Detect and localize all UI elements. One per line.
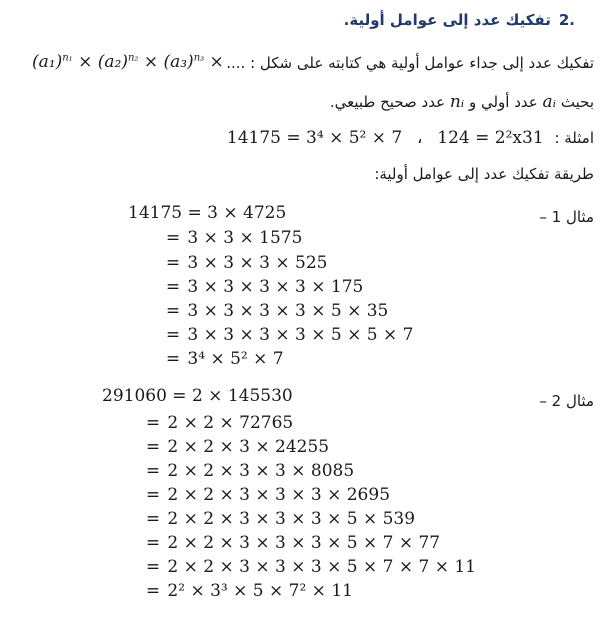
times-sign: × [78,52,93,72]
examples-separator: ، [417,128,423,148]
variable-ni: nᵢ [449,92,465,112]
times-sign: × [143,52,159,72]
condition-prefix: بحيث [560,93,594,111]
definition-text [226,54,594,72]
example2-step: = 2 × 2 × 3 × 3 × 3 × 5 × 7 × 7 × 11 [145,557,476,577]
factor-a1: (a₁) [32,52,63,72]
example1-result: = 3⁴ × 5² × 7 [165,349,284,369]
example1-label: مثال 1 – [539,208,594,226]
section-number: 2. [558,11,575,29]
exponent-n2: n₂ [127,52,139,64]
example1-step: = 3 × 3 × 3 × 3 × 5 × 35 [165,301,389,321]
example1-step: = 3 × 3 × 3 × 3 × 5 × 5 × 7 [165,325,414,345]
example2-step: = 2 × 2 × 3 × 3 × 3 × 5 × 7 × 77 [145,533,441,553]
examples-label: امثلة : [554,129,594,147]
example2-label: مثال 2 – [539,392,594,410]
example2-step: = 2 × 2 × 3 × 24255 [145,437,330,457]
example1-step: = 3 × 3 × 1575 [165,228,303,248]
examples-line [227,128,594,148]
definition-formula [32,52,224,72]
example1-first-line: 14175 = 3 × 4725 [128,203,287,223]
example-124: 124 = 2²x31 [437,128,544,148]
example2-step: = 2 × 2 × 3 × 3 × 8085 [145,461,355,481]
definition-sentence: تفكيك عدد إلى جداء عوامل أولية هي كتابته على شكل : [250,54,594,72]
section-heading [344,11,575,29]
exponent-n1: n₁ [62,52,73,64]
example1-step: = 3 × 3 × 3 × 525 [165,253,328,273]
method-title: طريقة تفكيك عدد إلى عوامل أولية: [374,165,594,183]
section-title: تفكيك عدد إلى عوامل أولية. [343,11,551,29]
ellipsis: .... [226,54,246,72]
example2-result: = 2² × 3³ × 5 × 7² × 11 [145,581,353,601]
variable-ai: aᵢ [542,92,557,112]
example2-step: = 2 × 2 × 3 × 3 × 3 × 2695 [145,485,391,505]
times-sign: × [209,52,224,72]
factor-a3: (a₃) [163,52,194,72]
example1-step: = 3 × 3 × 3 × 3 × 175 [165,277,364,297]
condition-middle: عدد أولي و [468,93,538,111]
example2-step: = 2 × 2 × 72765 [145,413,294,433]
example-14175: 14175 = 3⁴ × 5² × 7 [226,128,403,148]
example2-first-line: 291060 = 2 × 145530 [102,386,293,406]
condition-line [330,92,594,112]
example2-step: = 2 × 2 × 3 × 3 × 3 × 5 × 539 [145,509,416,529]
exponent-n3: n₃ [193,52,205,64]
condition-suffix: عدد صحيح طبيعي. [329,93,446,111]
factor-a2: (a₂) [97,52,128,72]
